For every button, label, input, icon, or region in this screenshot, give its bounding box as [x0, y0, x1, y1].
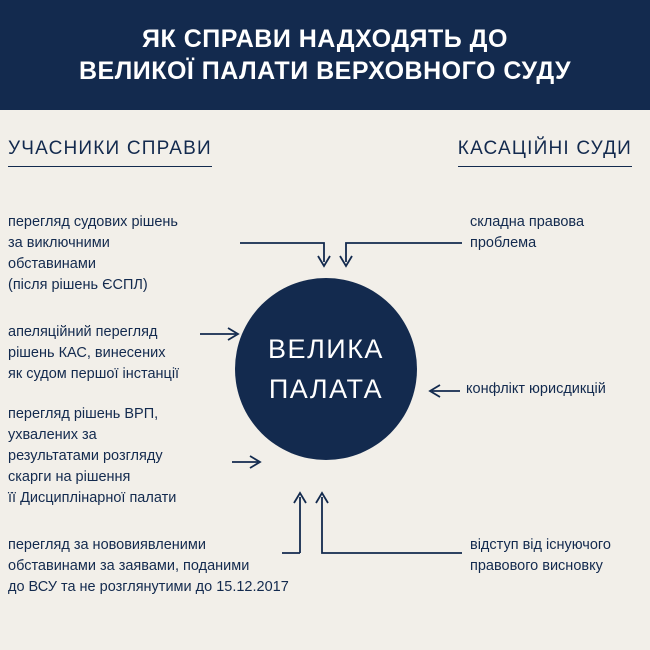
left-item-3-line-3: результатами розгляду: [8, 448, 163, 464]
arrow-top-left-head: [318, 256, 330, 266]
arrow-top-right-head: [340, 256, 352, 266]
left-item-2-line-3: як судом першої інстанції: [8, 366, 180, 382]
left-item-4-line-2: обставинами за заявами, поданими: [8, 558, 250, 574]
left-item-3-line-2: ухвалених за: [8, 427, 97, 443]
arrow-left-lower-head: [250, 456, 260, 468]
left-item-1: [8, 212, 178, 296]
left-item-4: [8, 535, 289, 598]
left-item-2-line-1: апеляційний перегляд: [8, 324, 158, 340]
left-item-3-line-5: її Дисциплінарної палати: [8, 490, 177, 506]
left-item-1-line-2: за виключними: [8, 235, 110, 251]
right-item-1-line-1: складна правова: [470, 214, 585, 230]
left-item-3-line-1: перегляд рішень ВРП,: [8, 406, 159, 422]
header-title-line-1: ЯК СПРАВИ НАДХОДЯТЬ ДО: [142, 25, 508, 53]
header-title-line-2: ВЕЛИКОЇ ПАЛАТИ ВЕРХОВНОГО СУДУ: [78, 57, 572, 85]
right-item-3-line-2: правового висновку: [470, 558, 603, 574]
right-item-3-line-1: відступ від існуючого: [470, 537, 611, 553]
arrow-top-left-path: [240, 243, 324, 262]
right-item-2: [466, 379, 606, 400]
left-item-3: [8, 404, 176, 509]
left-item-3-line-4: скарги на рішення: [8, 469, 131, 485]
column-heading-participants: УЧАСНИКИ СПРАВИ: [8, 138, 212, 167]
left-item-1-line-4: (після рішень ЄСПЛ): [8, 277, 148, 293]
right-item-1-line-2: проблема: [470, 235, 537, 251]
arrow-left-middle-head: [228, 328, 238, 340]
left-item-2: [8, 322, 179, 385]
central-node-label-line-2: ПАЛАТА: [268, 374, 384, 404]
arrow-bottom-right-head: [316, 493, 328, 503]
central-node-label-line-1: ВЕЛИКА: [268, 334, 384, 364]
right-item-2-line-1: конфлікт юрисдикцій: [466, 381, 606, 397]
column-heading-cassation-courts: КАСАЦІЙНІ СУДИ: [458, 138, 632, 167]
arrow-right-middle-head: [430, 385, 440, 397]
arrow-bottom-left-head: [294, 493, 306, 503]
central-node-grand-chamber: [235, 278, 417, 460]
left-item-1-line-3: обставинами: [8, 256, 96, 272]
arrow-top-right-path: [346, 243, 462, 262]
header-banner: [0, 0, 650, 110]
left-item-2-line-2: рішень КАС, винесених: [8, 345, 166, 361]
left-item-4-line-3: до ВСУ та не розглянутими до 15.12.2017: [8, 579, 289, 595]
left-item-4-line-1: перегляд за нововиявленими: [8, 537, 206, 553]
arrow-bottom-right-path: [322, 497, 462, 553]
right-item-1: [470, 212, 584, 254]
right-item-3: [470, 535, 611, 577]
left-item-1-line-1: перегляд судових рішень: [8, 214, 178, 230]
